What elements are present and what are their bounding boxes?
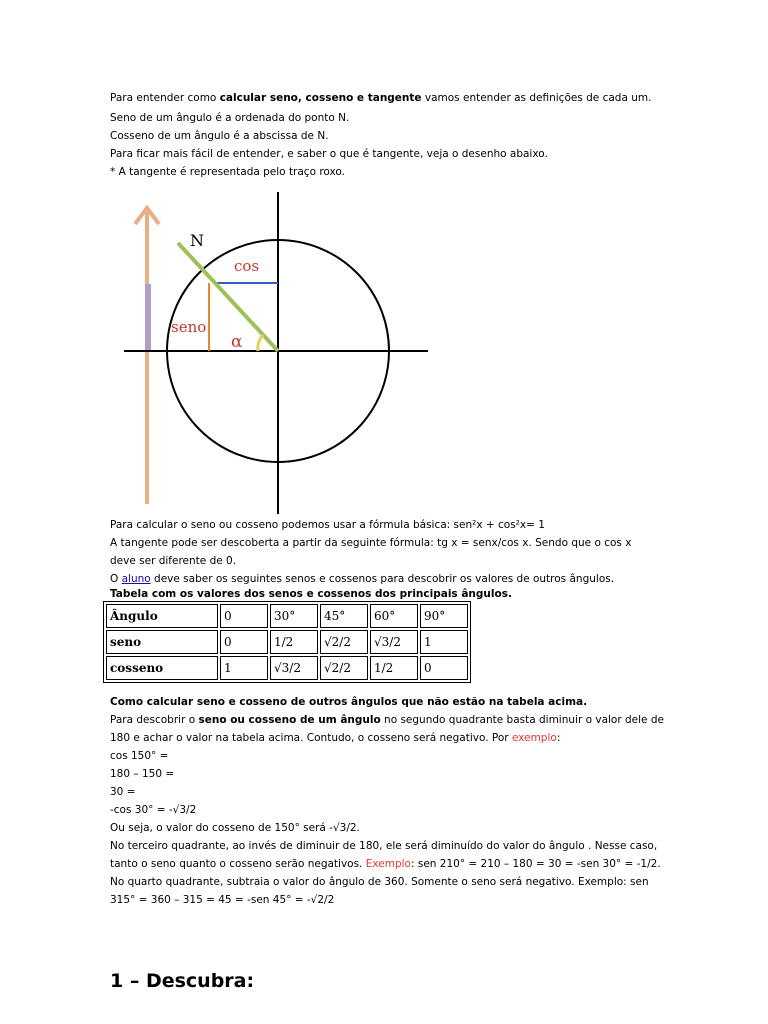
table-cell: Ângulo xyxy=(106,604,218,628)
table-cell: √3/2 xyxy=(270,656,318,680)
table-cell: 1 xyxy=(420,630,468,654)
formula-line-3-post: deve saber os seguintes senos e cossenos para descobrir os valores de outros ângulos. xyxy=(150,573,615,585)
table-title: Tabela com os valores dos senos e cossenos dos principais ângulos. xyxy=(110,588,512,600)
p1-end: : xyxy=(556,732,561,744)
exemplo-link-2[interactable]: Exemplo xyxy=(365,858,411,870)
intro-line-4: Para ficar mais fácil de entender, e saber o que é tangente, veja o desenho abaixo. xyxy=(110,148,548,160)
calc-line-4: -cos 30° = -√3/2 xyxy=(110,804,197,816)
intro-line-1-bold: calcular seno, cosseno e tangente xyxy=(219,92,422,104)
p3-post: : sen 210° = 210 – 180 = 30 = -sen 30° = -1/2. xyxy=(410,858,661,870)
intro-line-2: Seno de um ângulo é a ordenada do ponto N. xyxy=(110,112,350,124)
section-heading: 1 – Descubra: xyxy=(110,970,255,992)
p1-pre: Para descobrir o xyxy=(110,714,199,726)
table-cell: 90° xyxy=(420,604,468,628)
table-cell: seno xyxy=(106,630,218,654)
table-cell: 0 xyxy=(220,630,268,654)
other-paragraph-1 xyxy=(110,711,670,747)
other-paragraph-4: No quarto quadrante, subtraia o valor do ângulo de 360. Somente o seno será negativo. Exemplo: sen 315° = 360 – 315 = 45 = -sen 45° = -√2/2 xyxy=(110,876,649,906)
p3-pre: No terceiro quadrante, ao invés de diminuir de 180, ele será diminuído do valor do ângulo . Nesse caso, tanto o seno quanto o cosseno serão negativos. xyxy=(110,840,658,870)
label-seno: seno xyxy=(171,318,207,336)
table-cell: √2/2 xyxy=(320,656,368,680)
trig-circle-diagram xyxy=(110,192,440,514)
table-cell: 45° xyxy=(320,604,368,628)
label-alpha: α xyxy=(231,332,243,352)
exemplo-link[interactable]: exemplo xyxy=(511,732,557,744)
intro-line-1-pre: Para entender como xyxy=(110,92,220,104)
formulas-block xyxy=(110,516,660,601)
label-n: N xyxy=(190,231,204,250)
table-cell: 1/2 xyxy=(270,630,318,654)
p1-post: no segundo quadrante basta diminuir o valor dele de 180 e achar o valor na tabela acima. Contudo, o cosseno será negativo. Por xyxy=(110,714,664,744)
calc-line-1: cos 150° = xyxy=(110,750,169,762)
table-cell: √3/2 xyxy=(370,630,418,654)
formula-line-1: Para calcular o seno ou cosseno podemos usar a fórmula básica: sen²x + cos²x= 1 xyxy=(110,519,545,531)
table-row xyxy=(106,630,468,654)
table-cell: 1 xyxy=(220,656,268,680)
intro-line-1 xyxy=(110,92,660,105)
table-cell: 1/2 xyxy=(370,656,418,680)
formula-line-3 xyxy=(110,570,660,588)
table-row xyxy=(106,604,468,628)
intro-line-1-post: vamos entender as definições de cada um. xyxy=(421,92,652,104)
trig-values-table xyxy=(103,601,471,683)
table-cell: √2/2 xyxy=(320,630,368,654)
calc-line-3: 30 = xyxy=(110,786,136,798)
p1-bold: seno ou cosseno de um ângulo xyxy=(198,714,381,726)
alpha-arc xyxy=(258,335,263,351)
table-cell: 0 xyxy=(420,656,468,680)
table-cell: 0 xyxy=(220,604,268,628)
intro-block xyxy=(110,92,660,181)
label-cos: cos xyxy=(234,257,260,275)
aluno-link[interactable]: aluno xyxy=(121,573,151,585)
formula-line-2: A tangente pode ser descoberta a partir da seguinte fórmula: tg x = senx/cos x. Sendo que o cos x deve ser diferente de 0. xyxy=(110,537,632,567)
other-angles-block xyxy=(110,693,670,909)
table-cell: 60° xyxy=(370,604,418,628)
table-cell: cosseno xyxy=(106,656,218,680)
intro-line-5: * A tangente é representada pelo traço roxo. xyxy=(110,166,345,178)
table-row xyxy=(106,656,468,680)
other-paragraph-2: Ou seja, o valor do cosseno de 150° será -√3/2. xyxy=(110,822,360,834)
calc-line-2: 180 – 150 = xyxy=(110,768,175,780)
intro-line-3: Cosseno de um ângulo é a abscissa de N. xyxy=(110,130,329,142)
table-cell: 30° xyxy=(270,604,318,628)
other-paragraph-3 xyxy=(110,837,670,873)
formula-line-3-pre: O xyxy=(110,573,122,585)
other-angles-heading: Como calcular seno e cosseno de outros ângulos que não estão na tabela acima. xyxy=(110,696,588,708)
